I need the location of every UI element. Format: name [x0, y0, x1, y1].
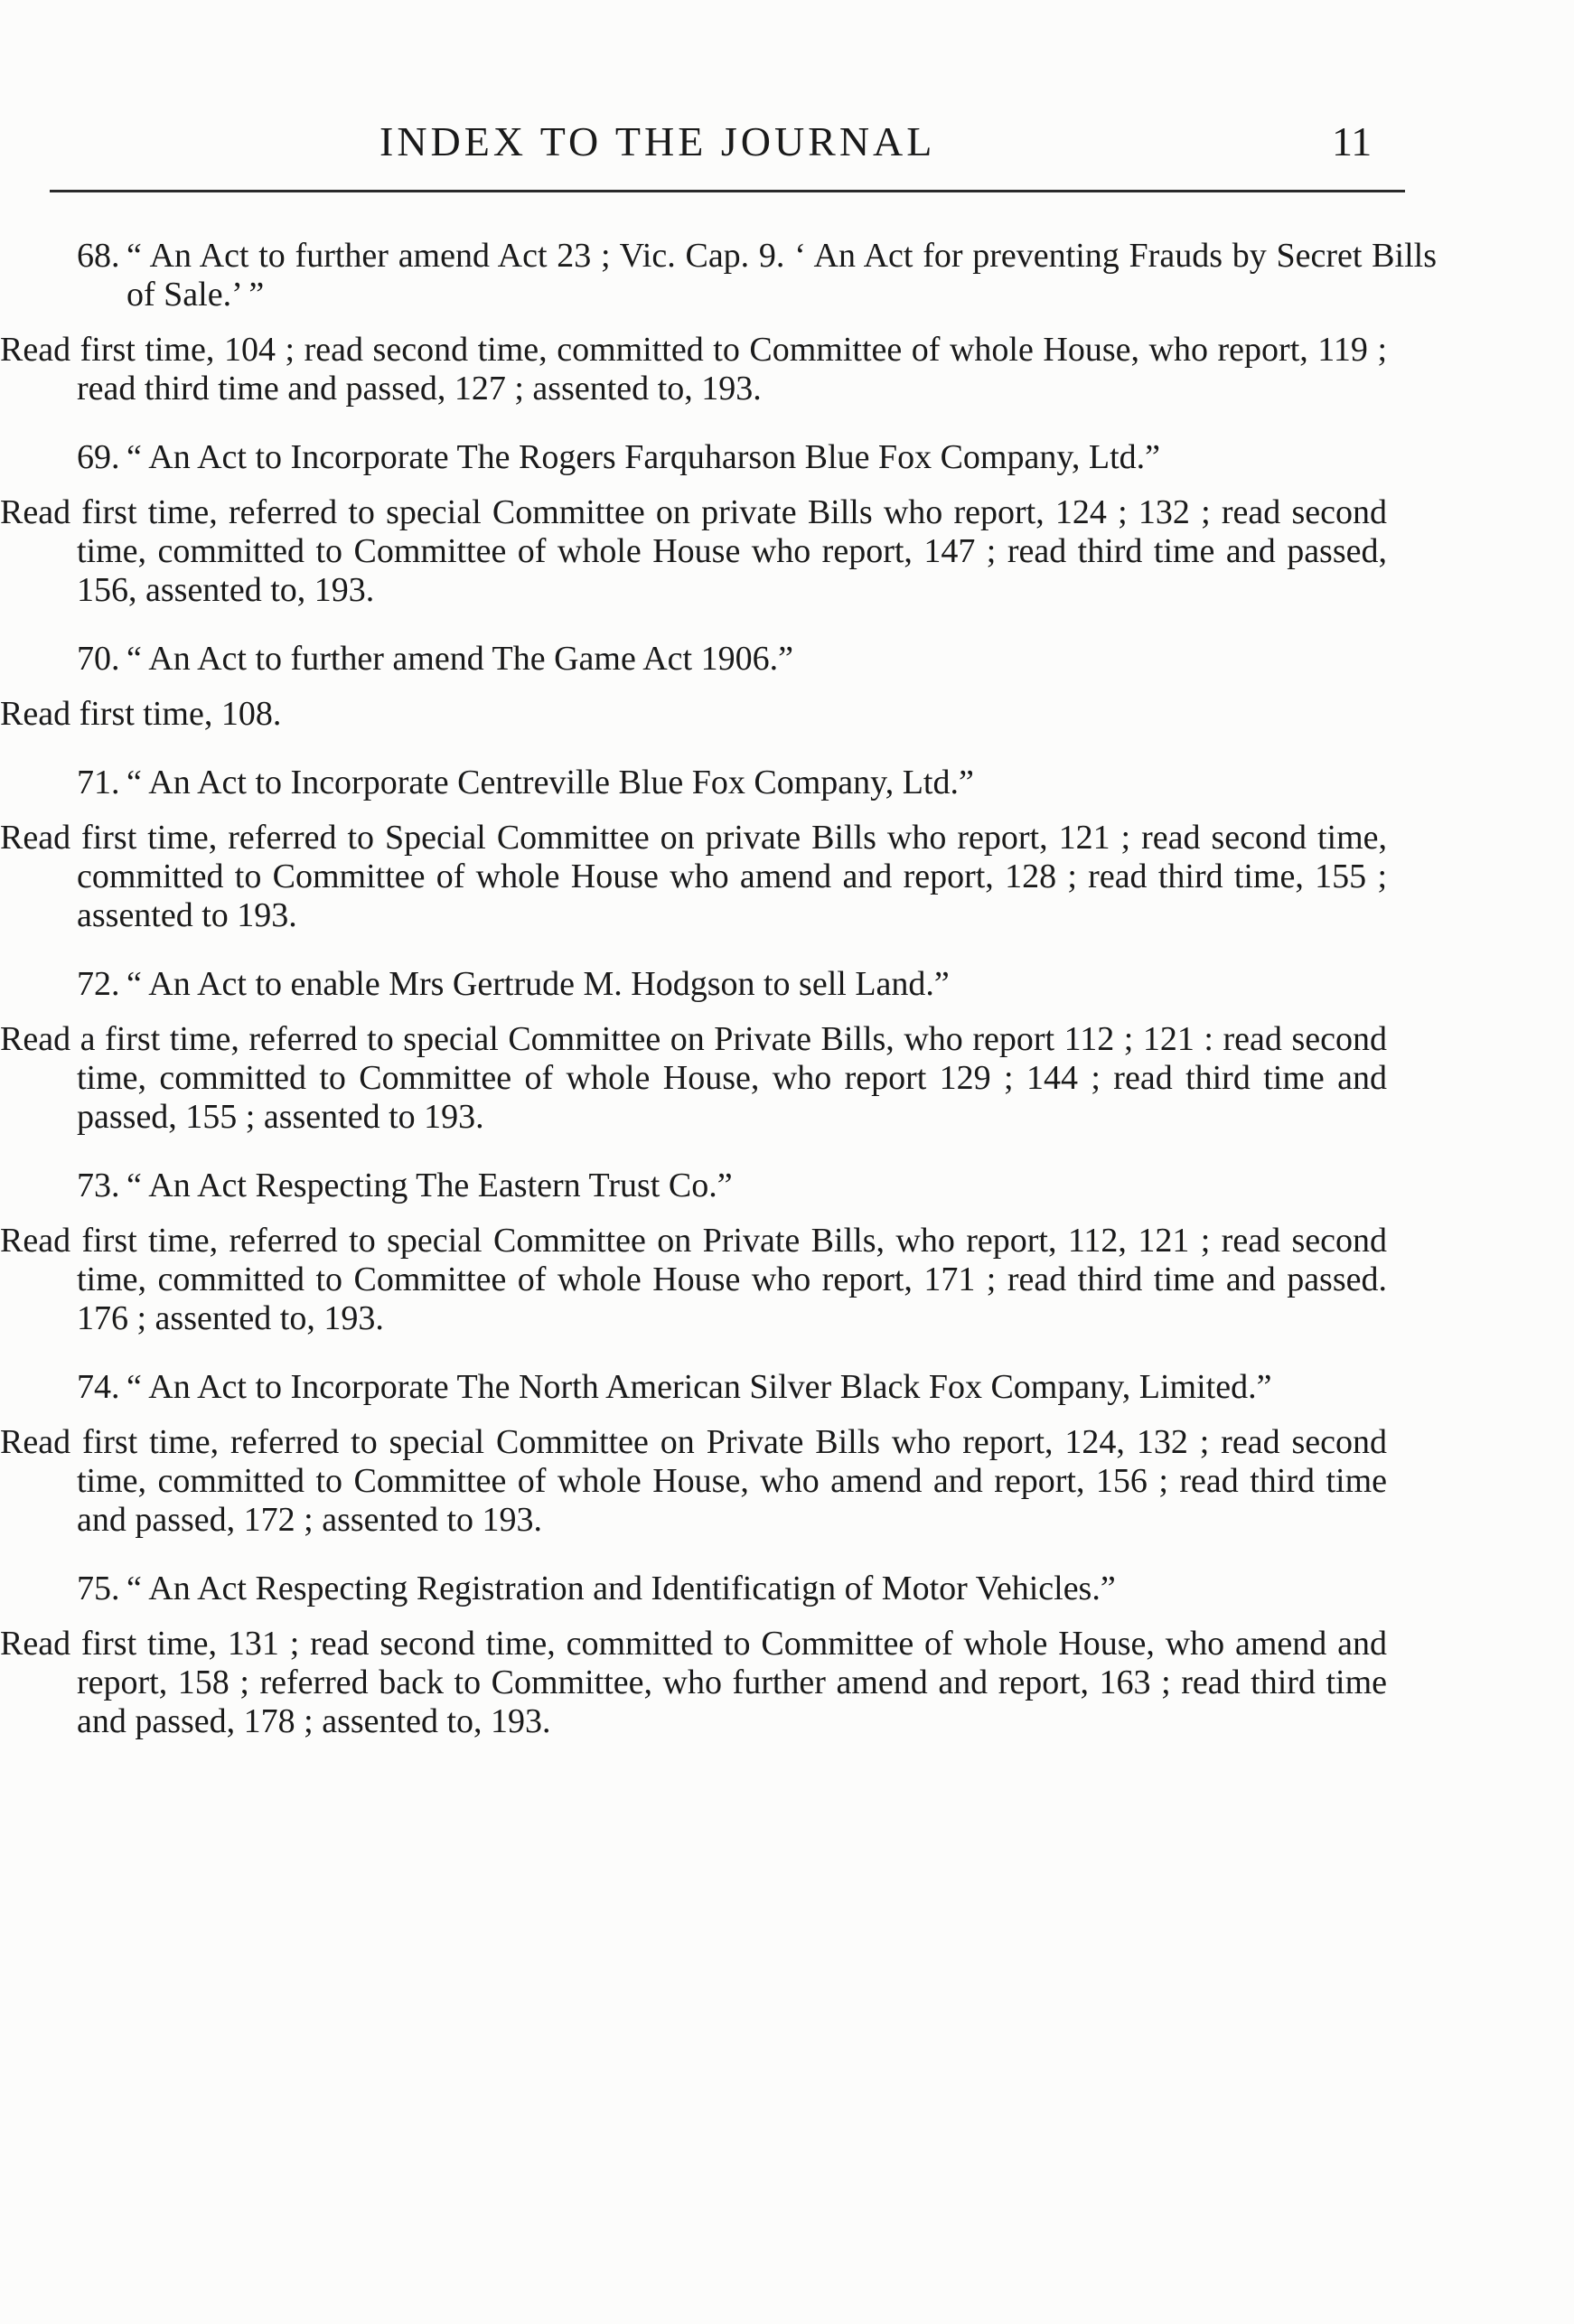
bill-title-text: “ An Act Respecting The Eastern Trust Co.” — [126, 1167, 733, 1204]
bill-proceedings: Read first time, 104 ; read second time, committed to Committee of whole House, who report, 119 ; read third time and passed, 127 ; assented to, 193. — [0, 331, 1387, 408]
bill-proceedings: Read first time, referred to Special Committee on private Bills who report, 121 ; read second time, committed to Committee of whole House who amend and report, 128 ; read third time, 155 ; assented to 193. — [0, 819, 1387, 934]
bill-number: 75. — [77, 1570, 120, 1607]
bill-number: 73. — [77, 1167, 120, 1204]
bill-title-text: “ An Act to Incorporate Centreville Blue Fox Company, Ltd.” — [126, 764, 974, 801]
bill-number: 69. — [77, 438, 120, 476]
bill-proceedings: Read first time, referred to special Committee on Private Bills, who report, 112, 121 ; read second time, committed to Committee of whole House who report, 171 ; read third time and passed. 176 ; assented to, 193. — [0, 1222, 1387, 1337]
bill-entry-69 — [0, 438, 1574, 610]
bill-entry-68 — [0, 237, 1574, 408]
bill-entry-73 — [0, 1167, 1574, 1338]
bill-title-text: “ An Act to enable Mrs Gertrude M. Hodgson to sell Land.” — [126, 965, 950, 1003]
bill-title — [77, 764, 1437, 802]
bill-number: 71. — [77, 764, 120, 801]
header-rule — [50, 190, 1405, 192]
bill-title — [77, 640, 1437, 679]
bill-title-text: “ An Act Respecting Registration and Identificatign of Motor Vehicles.” — [126, 1570, 1116, 1607]
bill-title — [77, 965, 1437, 1004]
bill-entry-70 — [0, 640, 1574, 734]
running-title: INDEX TO THE JOURNAL — [379, 118, 936, 164]
bill-number: 68. — [77, 237, 120, 275]
bill-title — [77, 438, 1437, 477]
bill-title — [77, 1570, 1437, 1608]
bill-proceedings: Read first time, 108. — [0, 695, 282, 733]
bill-title-text: “ An Act to further amend Act 23 ; Vic. Cap. 9. ‘ An Act for preventing Frauds by Secret Bills of Sale.’ ” — [126, 237, 1437, 314]
bill-number: 74. — [77, 1368, 120, 1406]
page-number: 11 — [1332, 118, 1373, 164]
bill-number: 70. — [77, 640, 120, 678]
bill-proceedings: Read first time, referred to special Committee on private Bills who report, 124 ; 132 ; read second time, committed to Committee of whole House who report, 147 ; read third time and passed, 156, assented to, 193. — [0, 493, 1387, 609]
bill-entry-74 — [0, 1368, 1574, 1540]
bill-title — [77, 1368, 1437, 1407]
page-header — [0, 107, 1574, 179]
bill-title-text: “ An Act to further amend The Game Act 1906.” — [126, 640, 793, 678]
bill-title — [77, 1167, 1437, 1205]
bill-title-text: “ An Act to Incorporate The Rogers Farquharson Blue Fox Company, Ltd.” — [126, 438, 1161, 476]
bill-title — [77, 237, 1437, 314]
bill-entry-72 — [0, 965, 1574, 1137]
bill-entries — [0, 237, 1574, 1741]
bill-title-text: “ An Act to Incorporate The North American Silver Black Fox Company, Limited.” — [126, 1368, 1272, 1406]
bill-proceedings: Read a first time, referred to special Committee on Private Bills, who report 112 ; 121 : read second time, committed to Committee of whole House, who report 129 ; 144 ; read third time and passed, 155 ; assented to 193. — [0, 1020, 1387, 1136]
bill-number: 72. — [77, 965, 120, 1003]
bill-proceedings: Read first time, 131 ; read second time, committed to Committee of whole House, who amend and report, 158 ; referred back to Committee, who further amend and report, 163 ; read third time and passed, 178 ; assented to, 193. — [0, 1625, 1387, 1740]
bill-proceedings: Read first time, referred to special Committee on Private Bills who report, 124, 132 ; read second time, committed to Committee of whole House, who amend and report, 156 ; read third time and passed, 172 ; assented to 193. — [0, 1423, 1387, 1539]
bill-entry-71 — [0, 764, 1574, 935]
bill-entry-75 — [0, 1570, 1574, 1741]
